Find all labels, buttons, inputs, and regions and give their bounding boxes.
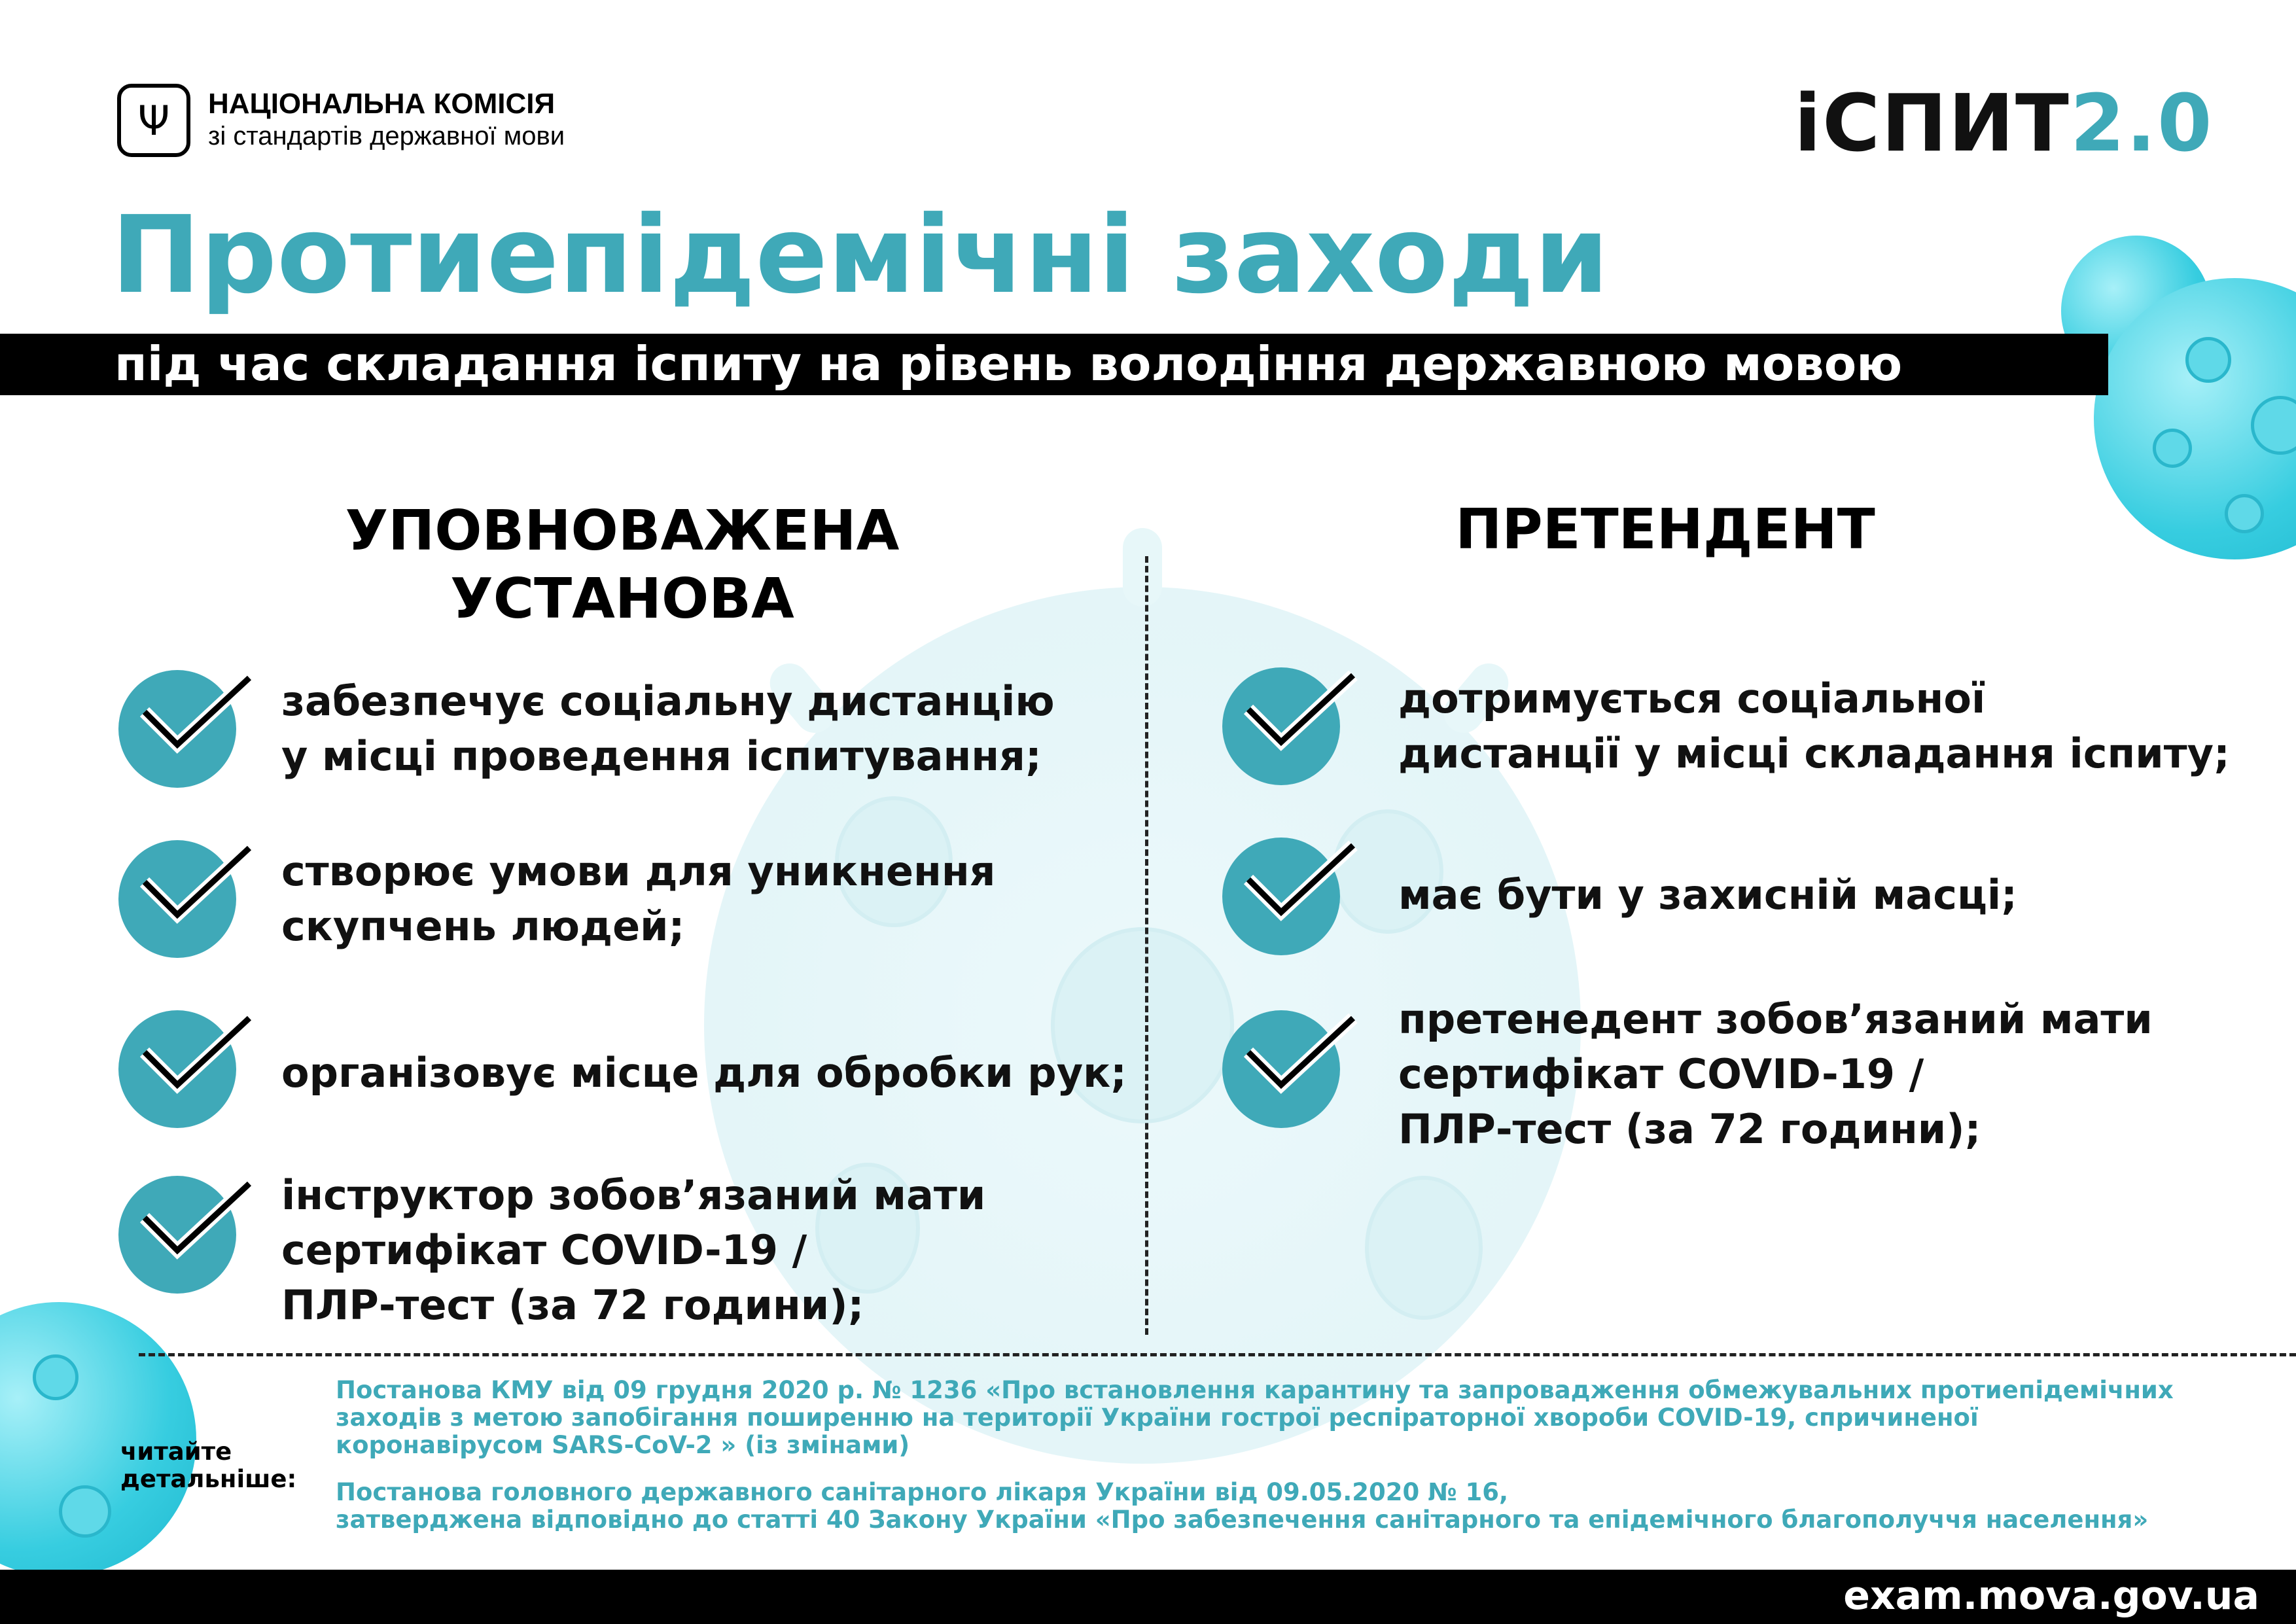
checkmark-icon (118, 670, 236, 788)
ref-line: коронавірусом SARS-CoV-2 » (із змінами) (336, 1431, 910, 1459)
read-more-line: детальніше: (120, 1465, 297, 1493)
item-line: організовує місце для обробки рук; (281, 1049, 1127, 1097)
checkmark-icon (118, 1176, 236, 1294)
left-column-heading (295, 497, 949, 633)
left-item-2 (281, 844, 995, 954)
item-line: сертифікат COVID-19 / (1398, 1050, 1924, 1098)
heading-line: УСТАНОВА (450, 567, 794, 631)
item-line: створює умови для уникнення (281, 847, 996, 895)
read-more-line: читайте (120, 1438, 232, 1466)
page-subtitle: під час складання іспиту на рівень володіння державною мовою (115, 336, 1903, 391)
checkmark-icon (1222, 667, 1340, 785)
ref-line: Постанова головного державного санітарного лікаря України від 09.05.2020 № 16, (336, 1478, 1509, 1506)
left-item-1 (281, 674, 1055, 784)
ref-line: затверджена відповідно до статті 40 Закону України «Про забезпечення санітарного та епідемічного благополуччя населення» (336, 1506, 2149, 1534)
item-line: ПЛР-тест (за 72 години); (1398, 1105, 1981, 1153)
ref-line: Постанова КМУ від 09 грудня 2020 р. № 1236 «Про встановлення карантину та запровадження обмежувальних протиепідемічних (336, 1376, 2174, 1404)
org-name: НАЦІОНАЛЬНА КОМІСІЯ (208, 88, 556, 120)
left-item-3 (281, 1046, 1127, 1101)
item-line: має бути у захисній масці; (1398, 871, 2017, 919)
item-line: претенедент зобов’язаний мати (1398, 995, 2153, 1043)
item-line: ПЛР-тест (за 72 години); (281, 1281, 864, 1329)
ref-line: заходів з метою запобігання поширенню на території України гострої респіраторної хвороби COVID-19, спричиненої (336, 1403, 1979, 1432)
checkmark-icon (1222, 838, 1340, 955)
checkmark-icon (118, 840, 236, 958)
right-item-2 (1398, 868, 2017, 923)
page-title: Протиепідемічні заходи (111, 194, 1609, 317)
item-line: у місці проведення іспитування; (281, 732, 1042, 780)
heading-line: УПОВНОВАЖЕНА (345, 499, 900, 563)
item-line: інструктор зобов’язаний мати (281, 1171, 986, 1219)
ispyt-logo (1794, 79, 2214, 169)
item-line: дотримується соціальної (1398, 675, 1986, 722)
website-link[interactable]: exam.mova.gov.ua (1843, 1573, 2259, 1619)
reference-sanitary-16 (336, 1479, 2148, 1534)
item-line: скупчень людей; (281, 902, 685, 950)
read-more-label (120, 1438, 296, 1493)
checkmark-icon (1222, 1010, 1340, 1128)
checkmark-icon (118, 1010, 236, 1128)
org-subtitle: зі стандартів державної мови (208, 122, 565, 150)
right-item-1 (1398, 671, 2230, 781)
item-line: дистанції у місці складання іспиту; (1398, 730, 2230, 777)
item-line: забезпечує соціальну дистанцію (281, 677, 1055, 725)
trident-logo-icon: Ψ (117, 84, 190, 157)
right-item-3 (1398, 992, 2153, 1157)
footer-divider (139, 1353, 2296, 1356)
right-column-heading: ПРЕТЕНДЕНТ (1455, 497, 1875, 562)
brand-version: 2.0 (2070, 79, 2214, 169)
reference-kmu-1236 (336, 1377, 2174, 1459)
item-line: сертифікат COVID-19 / (281, 1226, 807, 1274)
column-divider (1145, 556, 1148, 1335)
left-item-4 (281, 1168, 985, 1333)
brand-main: іСПИТ (1794, 79, 2070, 169)
